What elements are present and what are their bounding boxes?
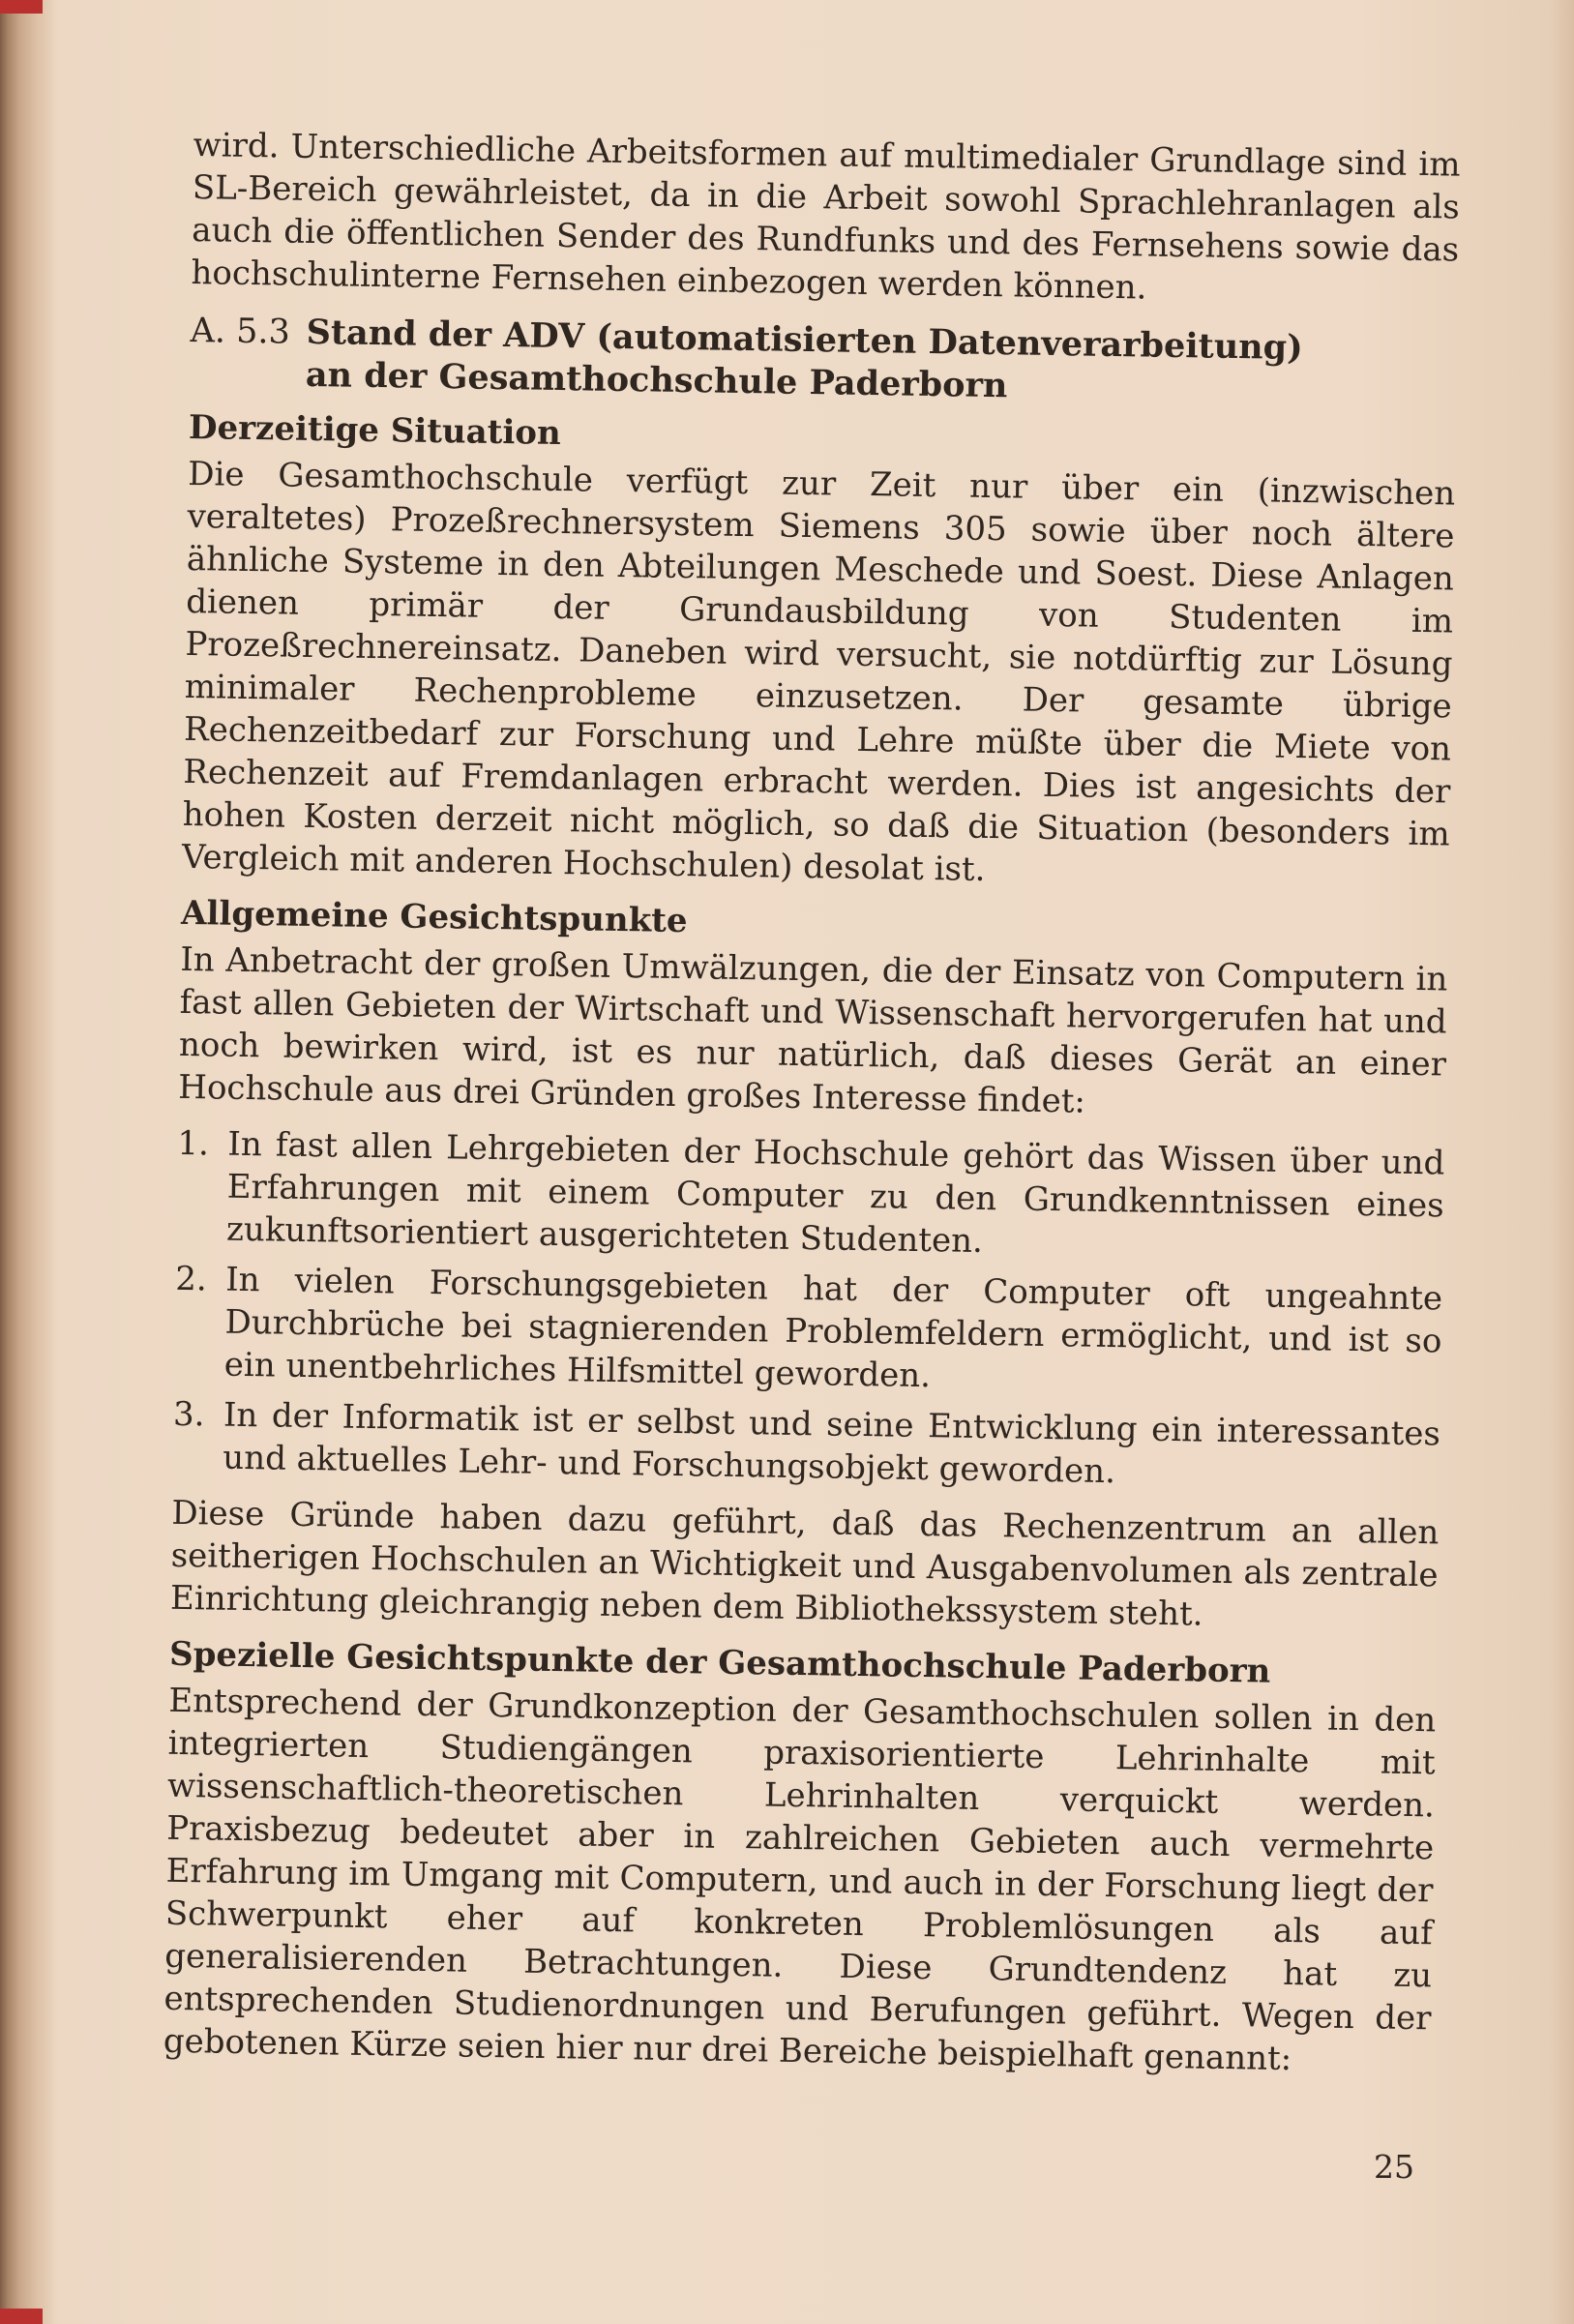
special-heading: Spezielle Gesichtspunkte der Gesamthochschule Paderborn: [168, 1634, 1271, 1691]
section-title-line1: Stand der ADV (automatisierten Datenverarbeitung): [306, 312, 1304, 369]
section-number: A. 5.3: [190, 311, 291, 352]
section-title: [306, 312, 1458, 415]
list-item-text: In der Informatik ist er selbst und seine Entwicklung ein interessantes und aktuelles Lehr- und Forschungsobjekt geworden.: [223, 1395, 1441, 1492]
book-spine: [0, 0, 54, 2324]
general-paragraph: In Anbetracht der großen Umwälzungen, die der Einsatz von Computern in fast allen Gebieten der Wirtschaft und Wissenschaft hervorgerufen hat und noch bewirken wird, ist es nur natürlich, daß dieses Gerät an einer Hochschule aus drei Gründen großes Interesse findet:: [178, 939, 1448, 1121]
list-item-number: 3.: [172, 1394, 205, 1435]
situation-heading: Derzeitige Situation: [188, 407, 562, 454]
reasons-list: [172, 1122, 1445, 1499]
section-heading: [190, 310, 1458, 415]
binding-tape-bottom: [0, 2309, 43, 2324]
special-paragraph: Entsprechend der Grundkonzeption der Gesamthochschulen sollen in den integrierten Studiengängen praxisorientierte Lehrinhalte mit wissenschaftlich-theoretischen Lehrinhalten verquickt werden. Praxisbezug bedeutet aber in zahlreichen Gebieten auch vermehrte Erfahrung im Umgang mit Computern, und auch in der Forschung liegt der Schwerpunkt eher auf konkreten Problemlösungen als auf generalisierenden Betrachtungen. Diese Grundtendenz hat zu entsprechenden Studienordnungen und Berufungen geführt. Wegen der gebotenen Kürze seien hier nur drei Bereiche beispielhaft genannt:: [163, 1681, 1437, 2079]
situation-paragraph: Die Gesamthochschule verfügt zur Zeit nur über ein (inzwischen veraltetes) Prozeßrechnersystem Siemens 305 sowie über noch ältere ähnliche Systeme in den Abteilungen Meschede und Soest. Diese Anlagen dienen primär der Grundausbildung von Studenten im Prozeßrechnereinsatz. Daneben wird versucht, sie notdürftig zur Lösung minimaler Rechenprobleme einzusetzen. Der gesamte übrige Rechenzeitbedarf zur Forschung und Lehre müßte über die Miete von Rechenzeit auf Fremdanlagen erbracht werden. Dies ist angesichts der hohen Kosten derzeit nicht möglich, so daß die Situation (besonders im Vergleich mit anderen Hochschulen) desolat ist.: [181, 454, 1456, 889]
general-heading: Allgemeine Gesichtspunkte: [180, 893, 688, 941]
general-closing-paragraph: Diese Gründe haben dazu geführt, daß das Rechenzentrum an allen seitherigen Hochschulen an Wichtigkeit und Ausgabenvolumen als zentrale Einrichtung gleichrangig neben dem Bibliothekssystem steht.: [169, 1493, 1440, 1634]
list-item-text: In fast allen Lehrgebieten der Hochschule gehört das Wissen über und Erfahrungen mit einem Computer zu den Grundkenntnissen eines zukunftsorientiert ausgerichteten Studenten.: [225, 1124, 1445, 1261]
list-item-number: 2.: [174, 1259, 208, 1299]
list-item: [174, 1258, 1443, 1406]
list-item-number: 1.: [177, 1123, 210, 1164]
list-item: [172, 1393, 1440, 1499]
intro-paragraph: wird. Unterschiedliche Arbeitsformen auf multimedialer Grundlage sind im SL-Bereich gewährleistet, da in die Arbeit sowohl Sprachlehranlagen als auch die öffentlichen Sender des Rundfunks und des Fernsehens sowie das hochschulinterne Fernsehen einbezogen werden können.: [191, 125, 1461, 308]
page-content: [163, 124, 1461, 2096]
list-item: [176, 1122, 1445, 1270]
list-item-text: In vielen Forschungsgebieten hat der Computer oft ungeahnte Durchbrüche bei stagnierenden Problemfeldern ermöglicht, und ist so ein unentbehrliches Hilfsmittel geworden.: [223, 1260, 1443, 1396]
page-number: 25: [1374, 2148, 1414, 2186]
section-title-line2: an der Gesamthochschule Paderborn: [305, 354, 1008, 406]
binding-tape-top: [0, 0, 43, 14]
